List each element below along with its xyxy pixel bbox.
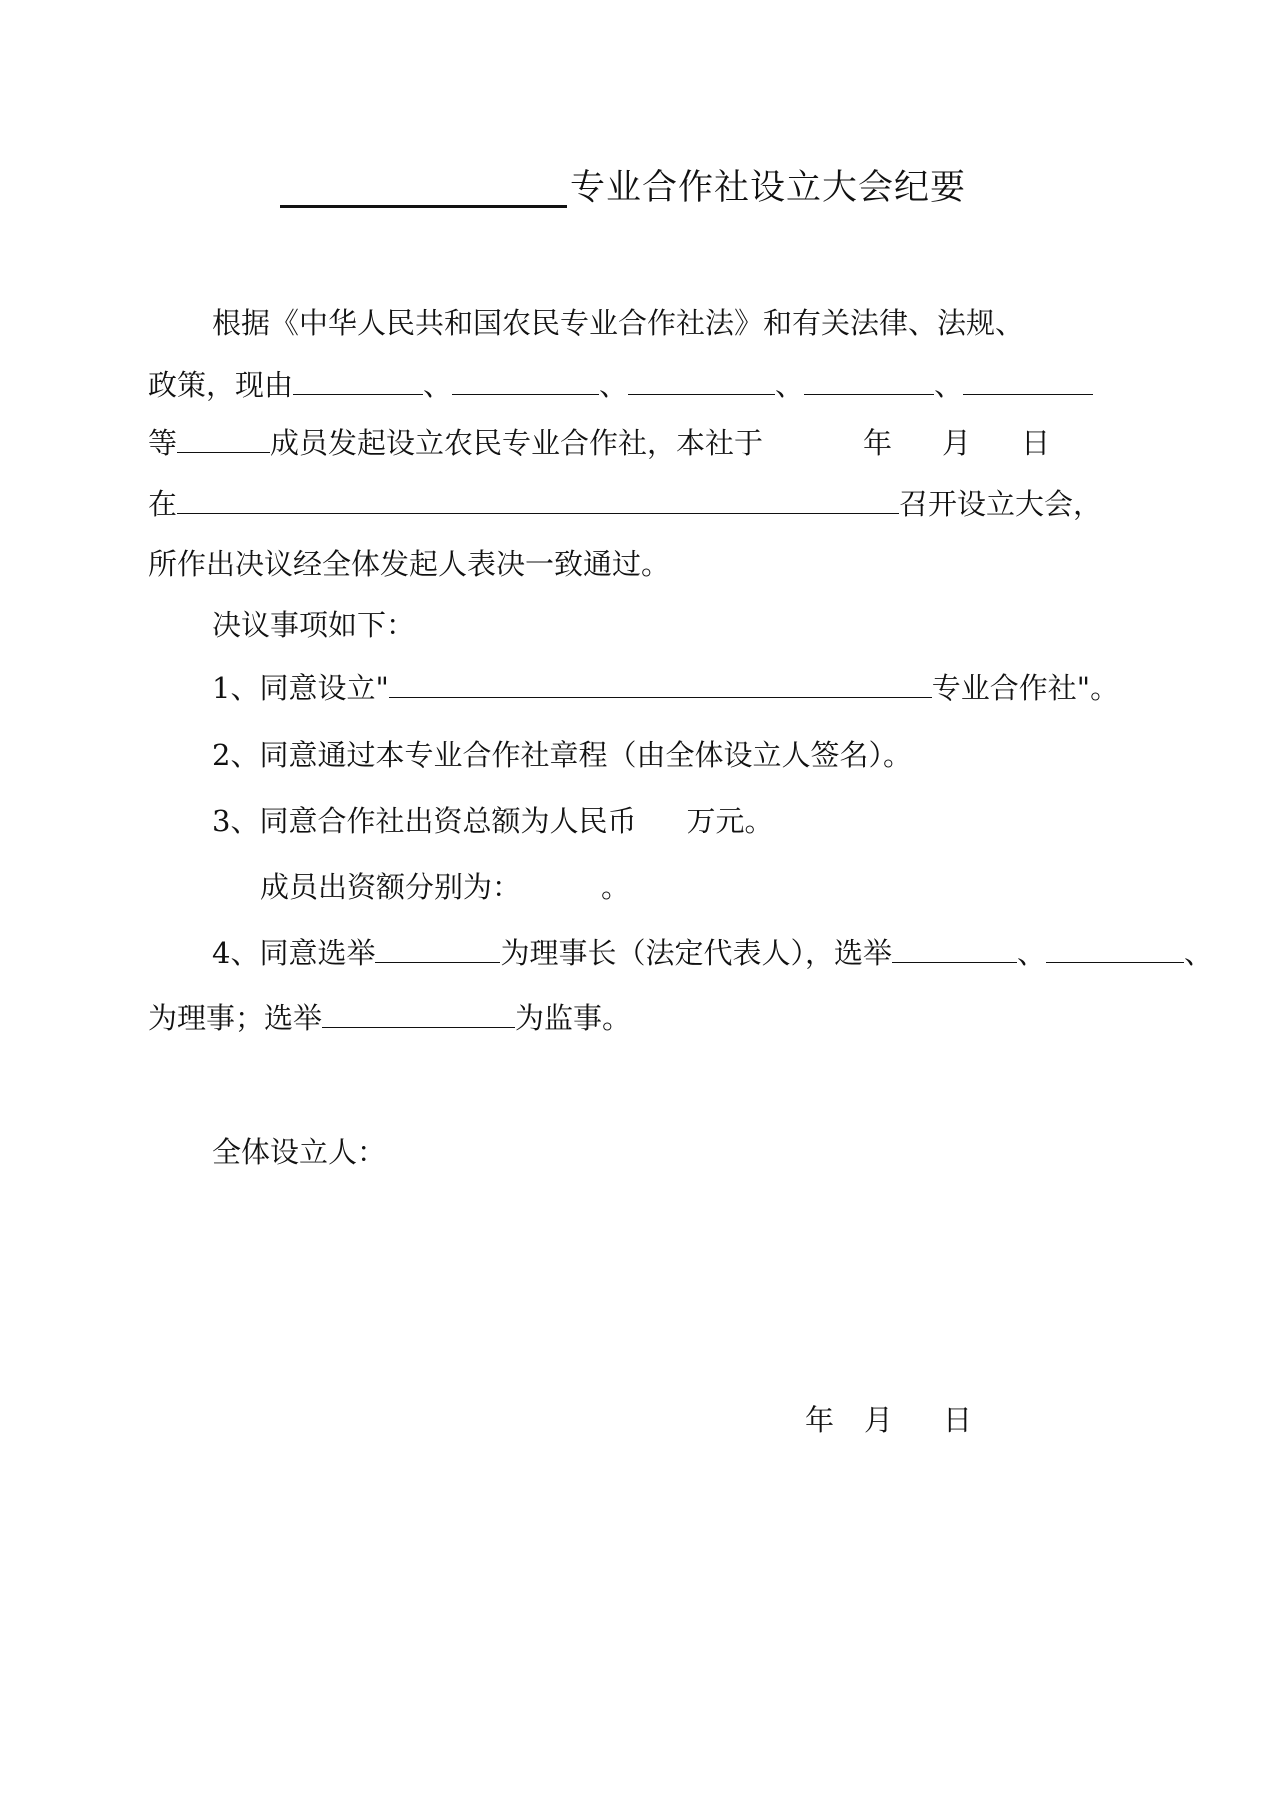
meeting-year-label: 年 [863, 426, 893, 460]
paragraph-1-line-5: 所作出决议经全体发起人表决一致通过。 [148, 547, 671, 581]
signing-year-label: 年 [805, 1403, 835, 1437]
title-name-blank [280, 205, 567, 208]
resolution-3-prefix: 3、同意合作社出资总额为人民币 [212, 804, 637, 838]
director-blank-2 [1046, 934, 1184, 963]
resolutions-intro: 决议事项如下： [212, 608, 416, 642]
paragraph-1-line-4 [148, 484, 1102, 524]
paragraph-1-line-3 [148, 423, 1050, 463]
founder-blank-2 [452, 366, 599, 395]
resolution-3-suffix: 万元。 [686, 804, 774, 838]
meeting-location-blank [177, 485, 899, 514]
resolution-4-directors-suffix: 为理事；选举 [148, 1001, 323, 1035]
resolution-4-supervisor-suffix: 为监事。 [515, 1001, 632, 1035]
separator: 、 [1016, 936, 1046, 970]
meeting-day-label: 日 [1021, 426, 1051, 460]
resolution-1-prefix: 1、同意设立" [212, 671, 389, 705]
member-contributions-label: 成员出资额分别为： [260, 870, 522, 904]
location-prefix: 在 [148, 487, 178, 521]
resolution-3-sub [260, 867, 630, 907]
signatories-label: 全体设立人： [212, 1135, 387, 1169]
chairman-blank [375, 934, 500, 963]
founder-blank-5 [963, 366, 1093, 395]
member-count-blank [177, 424, 270, 453]
signing-day-label: 日 [943, 1403, 973, 1437]
separator: 、 [599, 368, 629, 402]
resolution-3 [212, 801, 773, 841]
founder-blank-1 [293, 366, 423, 395]
separator: 、 [423, 368, 453, 402]
member-contributions-end: 。 [601, 870, 631, 904]
resolution-4-mid: 为理事长（法定代表人），选举 [500, 936, 892, 970]
founding-text: 成员发起设立农民专业合作社，本社于 [270, 426, 764, 460]
meeting-month-label: 月 [942, 426, 972, 460]
separator: 、 [1183, 936, 1213, 970]
signing-month-label: 月 [864, 1403, 894, 1437]
paragraph-1-line-1: 根据《中华人民共和国农民专业合作社法》和有关法律、法规、 [212, 306, 1025, 340]
location-suffix: 召开设立大会， [899, 487, 1103, 521]
supervisor-blank [322, 999, 515, 1028]
cooperative-name-blank [389, 669, 932, 698]
member-count-prefix: 等 [148, 426, 178, 460]
resolution-1 [212, 668, 1119, 708]
separator: 、 [775, 368, 805, 402]
signing-date [805, 1400, 972, 1440]
resolution-4-prefix: 4、同意选举 [212, 936, 376, 970]
separator: 、 [934, 368, 964, 402]
resolution-1-suffix: 专业合作社"。 [931, 671, 1120, 705]
resolution-4-line-2 [148, 998, 631, 1038]
paragraph-1-line-2 [148, 365, 1093, 405]
founders-prefix: 政策，现由 [148, 368, 294, 402]
director-blank-1 [892, 934, 1017, 963]
founder-blank-4 [804, 366, 934, 395]
resolution-4-line-1 [212, 933, 1213, 973]
page-title: 专业合作社设立大会纪要 [570, 168, 967, 208]
founder-blank-3 [628, 366, 775, 395]
resolution-2: 2、同意通过本专业合作社章程（由全体设立人签名）。 [212, 738, 912, 772]
